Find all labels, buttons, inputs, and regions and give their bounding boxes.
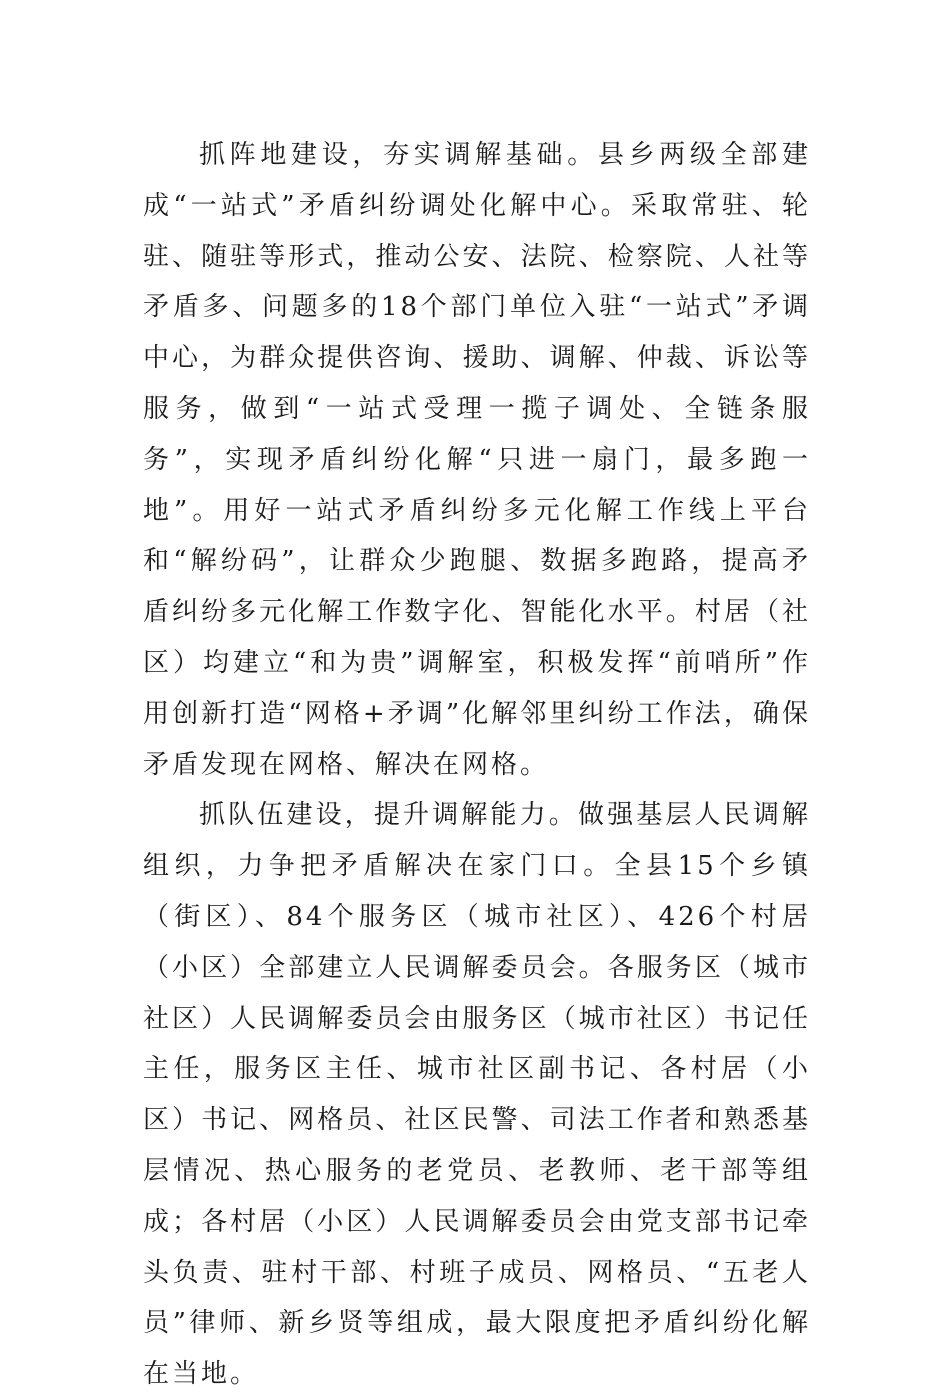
- paragraph-mediation-team: 抓队伍建设，提升调解能力。做强基层人民调解组织，力争把矛盾解决在家门口。全县15个乡镇（街区）、84个服务区（城市社区）、426个村居（小区）全部建立人民调解委员会。各服务区（城市社区）人民调解委员会由服务区（城市社区）书记任主任，服务区主任、城市社区副书记、各村居（小区）书记、网格员、社区民警、司法工作者和熟悉基层情况、热心服务的老党员、老教师、老干部等组成；各村居（小区）人民调解委员会由党支部书记牵头负责、驻村干部、村班子成员、网格员、“五老人员”律师、新乡贤等组成，最大限度把矛盾纠纷化解在当地。: [143, 800, 811, 1390]
- body-text: [143, 130, 811, 1400]
- paragraph-mediation-base: 抓阵地建设，夯实调解基础。县乡两级全部建成“一站式”矛盾纠纷调处化解中心。采取常驻、轮驻、随驻等形式，推动公安、法院、检察院、人社等矛盾多、问题多的18个部门单位入驻“一站式”矛调中心，为群众提供咨询、援助、调解、仲裁、诉讼等服务，做到“一站式受理一揽子调处、全链条服务”，实现矛盾纠纷化解“只进一扇门，最多跑一地”。用好一站式矛盾纠纷多元化解工作线上平台和“解纷码”，让群众少跑腿、数据多跑路，提高矛盾纠纷多元化解工作数字化、智能化水平。村居（社区）均建立“和为贵”调解室，积极发挥“前哨所”作用创新打造“网格+矛调”化解邻里纠纷工作法，确保矛盾发现在网格、解决在网格。: [143, 140, 811, 780]
